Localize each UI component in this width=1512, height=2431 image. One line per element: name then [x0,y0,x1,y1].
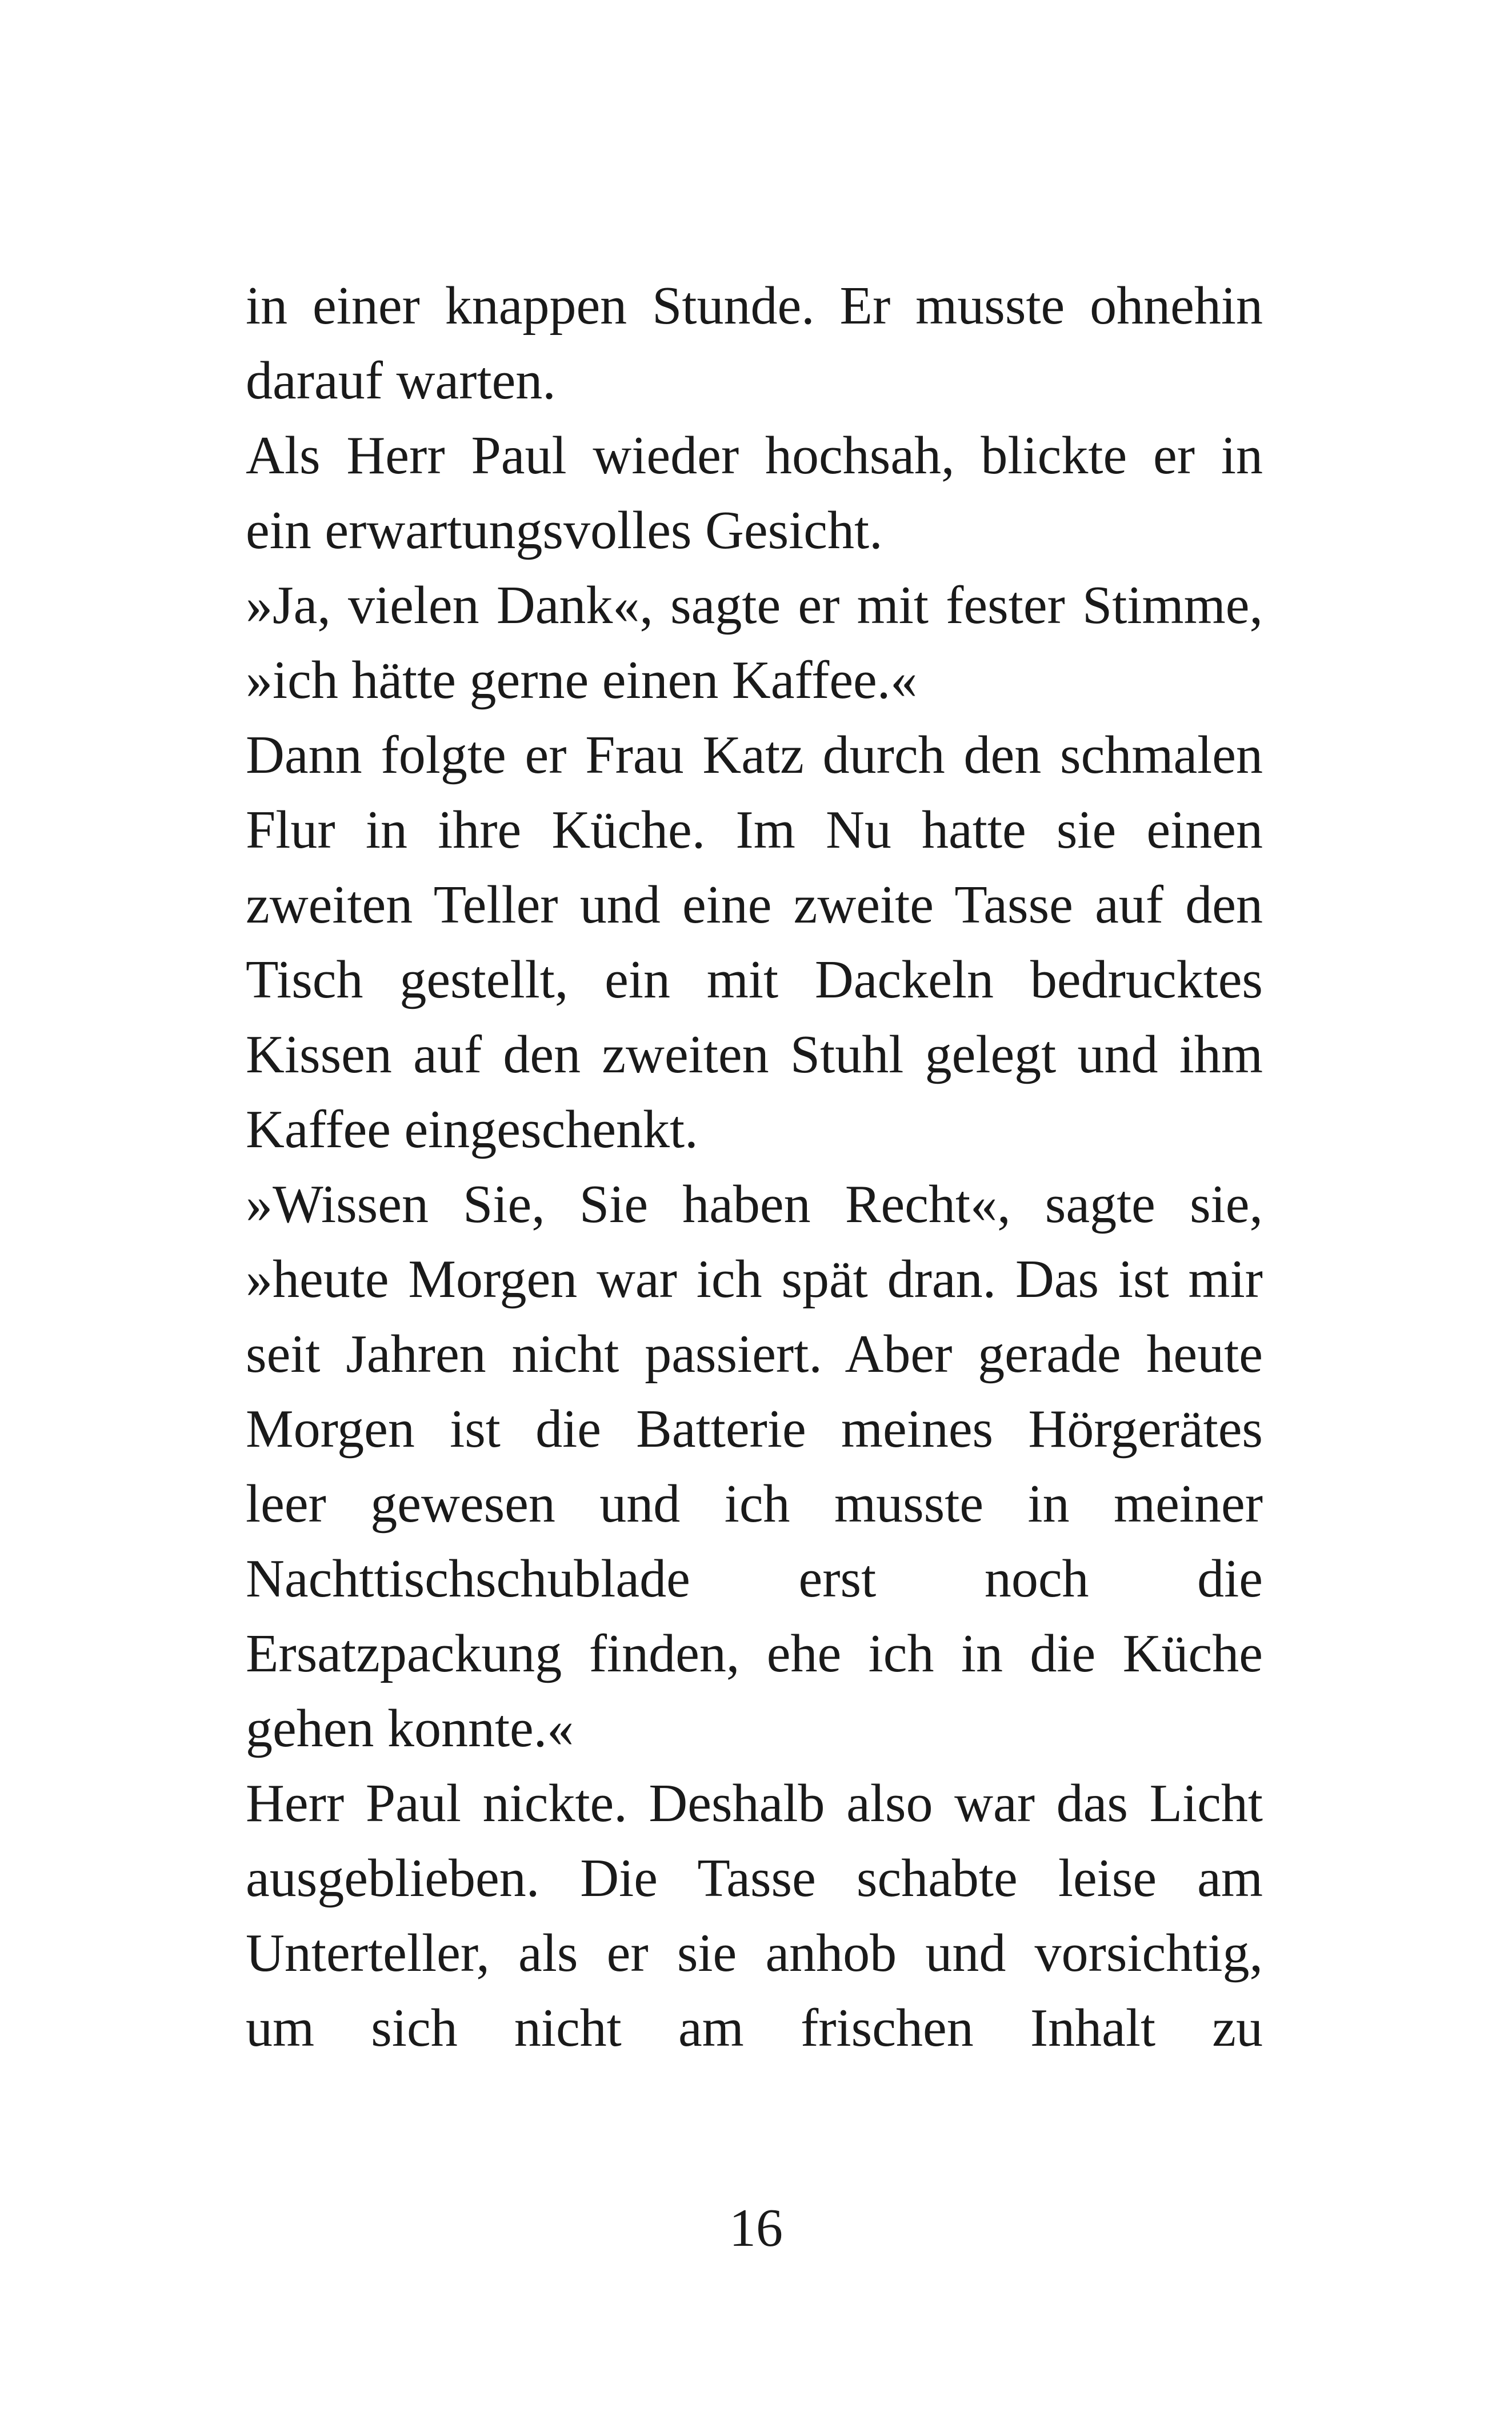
text-line: »Wissen Sie, Sie haben Recht«, sagte sie, [246,1175,1263,1234]
text-line: Ersatzpackung finden, ehe ich in die Küche [246,1624,1263,1683]
text-line: »heute Morgen war ich spät dran. Das ist mir [246,1250,1263,1309]
text-line: ausgeblieben. Die Tasse schabte leise am [246,1849,1263,1908]
text-line: Tisch gestellt, ein mit Dackeln bedrucktes [246,950,1263,1009]
text-line: Morgen ist die Batterie meines Hörgerätes [246,1399,1263,1459]
text-line: um sich nicht am frischen Inhalt zu [246,1998,1263,2058]
text-line: Nachttischschublade erst noch die [246,1549,1263,1608]
text-line: in einer knappen Stunde. Er musste ohnehin [246,276,1263,336]
text-line: Kissen auf den zweiten Stuhl gelegt und ihm [246,1025,1263,1084]
text-line: ein erwartungsvolles Gesicht. [246,501,883,560]
text-line: Als Herr Paul wieder hochsah, blickte er in [246,426,1263,485]
text-line: seit Jahren nicht passiert. Aber gerade heute [246,1324,1263,1384]
text-line: darauf warten. [246,351,556,410]
text-line: Dann folgte er Frau Katz durch den schmalen [246,725,1263,785]
text-line: Unterteller, als er sie anhob und vorsichtig, [246,1923,1263,1983]
body-text [246,269,1263,2066]
text-line: leer gewesen und ich musste in meiner [246,1474,1263,1534]
text-line: »ich hätte gerne einen Kaffee.« [246,650,918,710]
text-line: gehen konnte.« [246,1699,574,1758]
text-line: zweiten Teller und eine zweite Tasse auf den [246,875,1263,935]
text-line: Kaffee eingeschenkt. [246,1100,698,1159]
text-line: »Ja, vielen Dank«, sagte er mit fester Stimme, [246,576,1263,635]
text-line: Herr Paul nickte. Deshalb also war das Licht [246,1774,1263,1833]
page-number: 16 [729,2198,783,2258]
text-line: Flur in ihre Küche. Im Nu hatte sie einen [246,800,1263,860]
